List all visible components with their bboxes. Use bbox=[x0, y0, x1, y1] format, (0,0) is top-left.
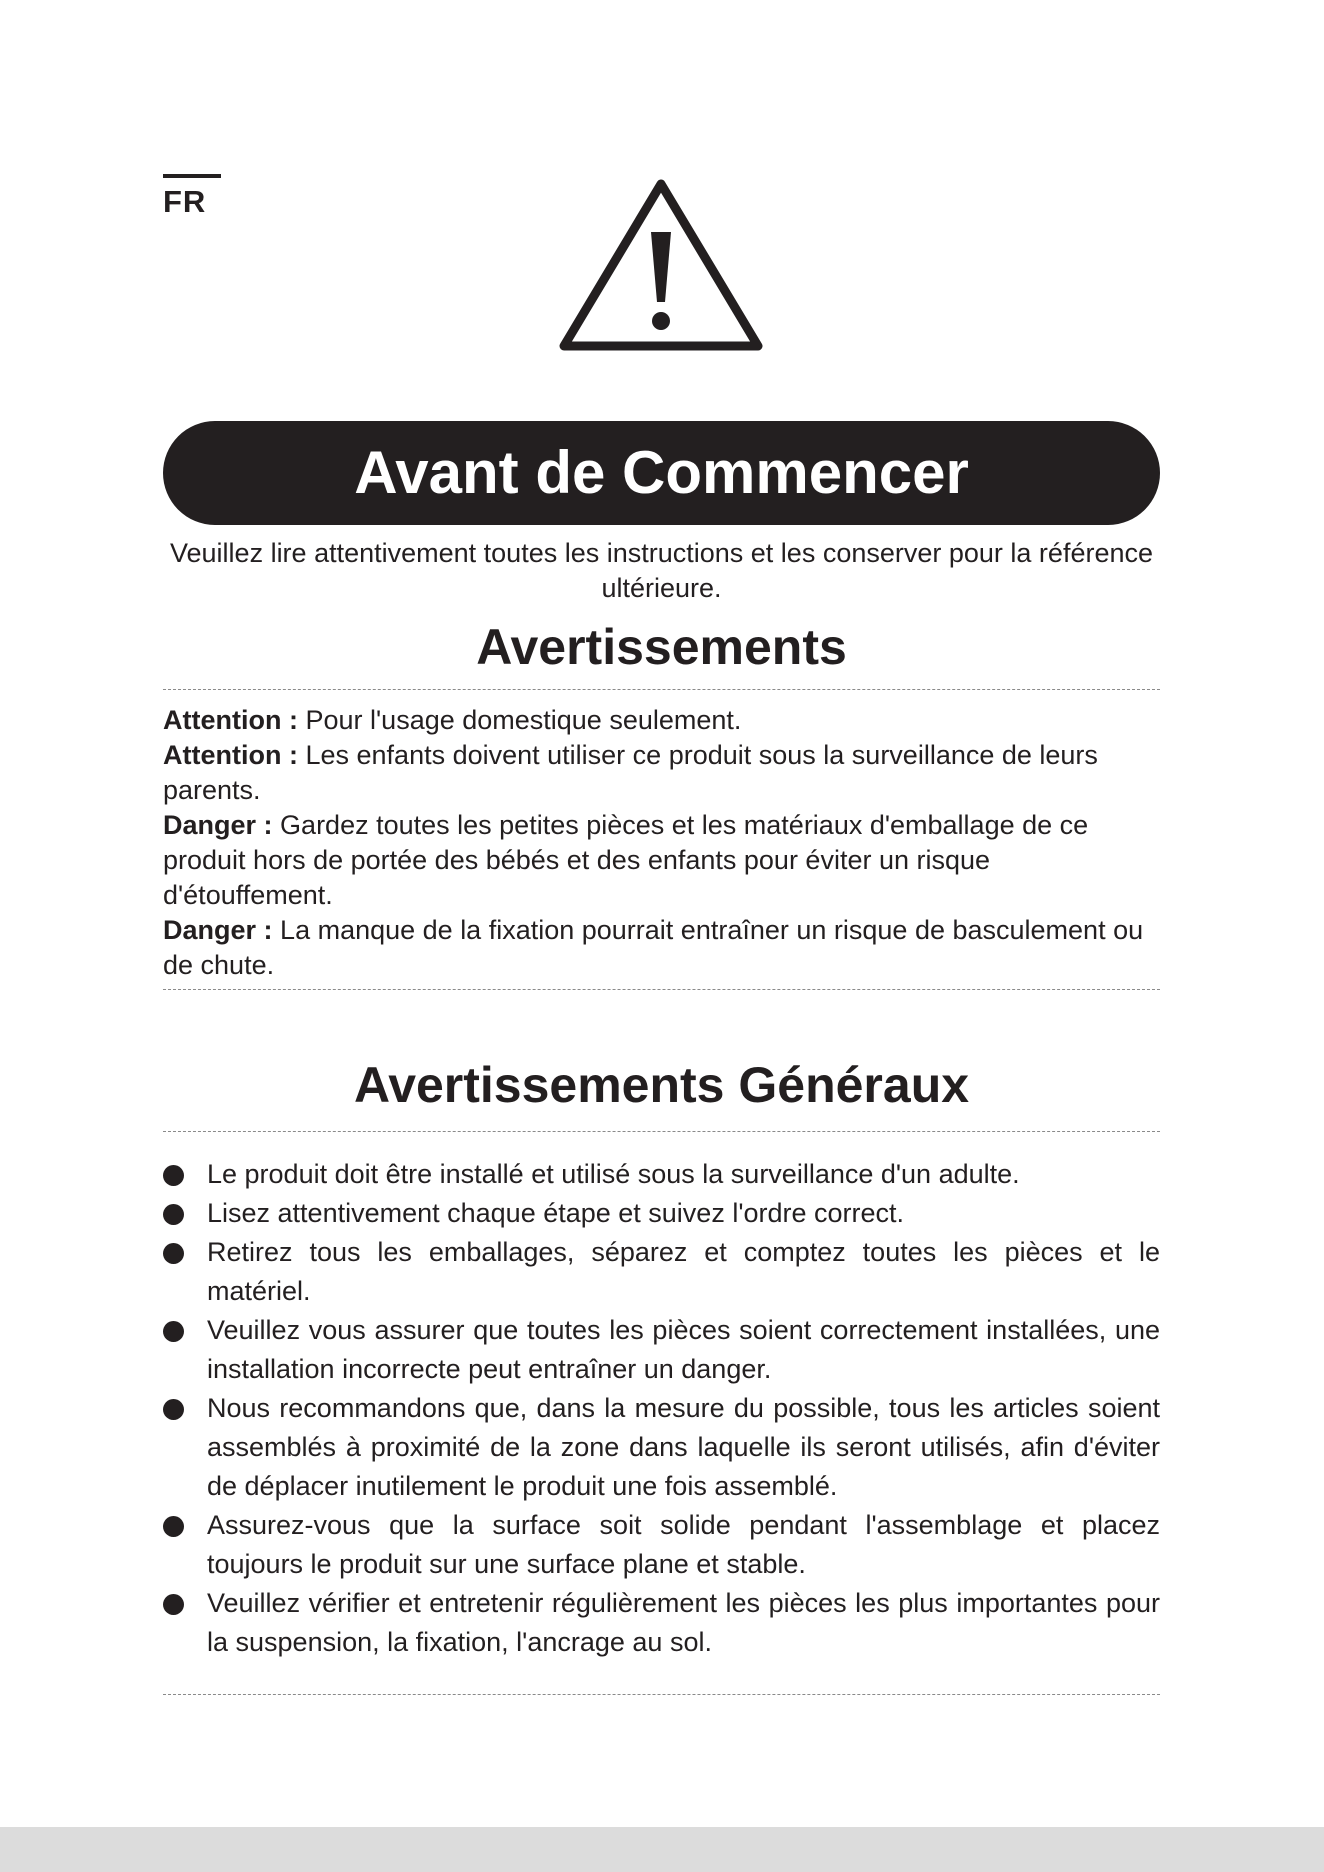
warning-item bbox=[163, 808, 1160, 913]
general-warnings-heading: Avertissements Généraux bbox=[353, 1057, 970, 1113]
warning-item bbox=[163, 913, 1160, 983]
list-item: Veuillez vérifier et entretenir régulièrement les pièces les plus importantes pour la suspension, la fixation, l'ancrage au sol. bbox=[163, 1584, 1160, 1662]
warning-triangle-icon bbox=[555, 174, 767, 354]
warning-item bbox=[163, 703, 1160, 738]
footer-band bbox=[0, 1827, 1324, 1872]
warning-text: Pour l'usage domestique seulement. bbox=[305, 705, 742, 735]
warning-label: Attention : bbox=[163, 705, 298, 735]
list-item: Le produit doit être installé et utilisé sous la surveillance d'un adulte. bbox=[163, 1155, 1160, 1194]
divider bbox=[163, 989, 1160, 990]
divider bbox=[163, 689, 1160, 690]
divider bbox=[163, 1694, 1160, 1695]
warnings-heading: Avertissements bbox=[476, 619, 847, 675]
warning-text: Gardez toutes les petites pièces et les matériaux d'emballage de ce produit hors de portée des bébés et des enfants pour éviter un risque d'étouffement. bbox=[163, 810, 1089, 910]
warning-text: La manque de la fixation pourrait entraîner un risque de basculement ou de chute. bbox=[163, 915, 1144, 980]
list-item: Veuillez vous assurer que toutes les pièces soient correctement installées, une installation incorrecte peut entraîner un danger. bbox=[163, 1311, 1160, 1389]
list-item: Retirez tous les emballages, séparez et comptez toutes les pièces et le matériel. bbox=[163, 1233, 1160, 1311]
list-item: Nous recommandons que, dans la mesure du possible, tous les articles soient assemblés à proximité de la zone dans laquelle ils seront utilisés, afin d'éviter de déplacer inutilement le produit une fois assemblé. bbox=[163, 1389, 1160, 1506]
warning-label: Danger : bbox=[163, 810, 273, 840]
section-banner-title: Avant de Commencer bbox=[163, 421, 1160, 525]
warning-item bbox=[163, 738, 1160, 808]
intro-text: Veuillez lire attentivement toutes les instructions et les conserver pour la référence ultérieure. bbox=[170, 538, 1153, 603]
general-warnings-list bbox=[163, 1155, 1160, 1662]
list-item: Lisez attentivement chaque étape et suivez l'ordre correct. bbox=[163, 1194, 1160, 1233]
warnings-list bbox=[163, 703, 1160, 983]
warning-label: Danger : bbox=[163, 915, 273, 945]
warning-text: Les enfants doivent utiliser ce produit sous la surveillance de leurs parents. bbox=[163, 740, 1098, 805]
warning-label: Attention : bbox=[163, 740, 298, 770]
divider bbox=[163, 1131, 1160, 1132]
language-code: FR bbox=[163, 174, 221, 218]
list-item: Assurez-vous que la surface soit solide pendant l'assemblage et placez toujours le produit sur une surface plane et stable. bbox=[163, 1506, 1160, 1584]
